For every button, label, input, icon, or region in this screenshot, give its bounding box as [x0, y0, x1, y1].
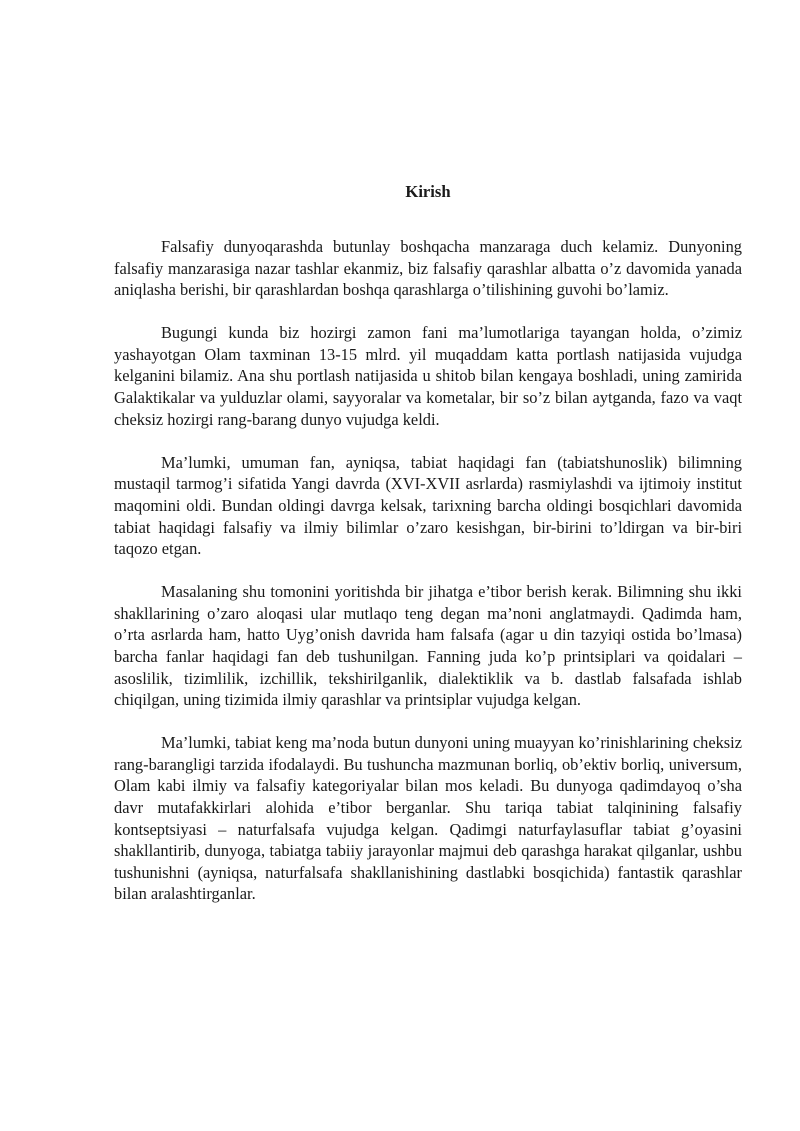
document-title: Kirish — [405, 182, 451, 201]
paragraph-5: Ma’lumki, tabiat keng ma’noda butun dunyoni uning muayyan ko’rinishlarining cheksiz rang-barangligi tarzida ifodalaydi. Bu tushuncha mazmunan borliq, ob’ektiv borliq, universum, Olam kabi ilmiy va falsafiy kategoriyalar bilan mos keladi. Bu dunyoga qadimdayoq o’sha davr mutafakkirlari alohida e’tibor berganlar. Shu tariqa tabiat talqinining falsafiy kontseptsiyasi – naturfalsafa vujudga kelgan. Qadimgi naturfaylasuflar tabiat g’oyasini shakllantirib, dunyoga, tabiatga tabiiy jarayonlar majmui deb qarashga harakat qilganlar, ushbu tushunishni (ayniqsa, naturfalsafa shakllanishining dastlabki bosqichida) fantastik qarashlar bilan aralashtirganlar. — [114, 733, 742, 904]
paragraph-2: Bugungi kunda biz hozirgi zamon fani ma’lumotlariga tayangan holda, o’zimiz yashayotgan Olam taxminan 13-15 mlrd. yil muqaddam katta portlash natijasida vujudga kelganini bilamiz. Ana shu portlash natijasida u shitob bilan kengaya boshladi, uning zamirida Galaktikalar va yulduzlar olami, sayyoralar va kometalar, bir so’z bilan aytganda, fazo va vaqt cheksiz hozirgi rang-barang dunyo vujudga keldi. — [114, 323, 742, 429]
paragraph-3: Ma’lumki, umuman fan, ayniqsa, tabiat haqidagi fan (tabiatshunoslik) bilimning mustaqil tarmog’i sifatida Yangi davrda (XVI-XVII asrlarda) rasmiylashdi va ijtimoiy institut maqomini oldi. Bundan oldingi davrga kelsak, tarixning barcha oldingi bosqichlari davomida tabiat haqidagi falsafiy va ilmiy bilimlar o’zaro kesishgan, bir-birini to’ldirgan va bir-biri taqozo etgan. — [114, 452, 742, 559]
paragraph-1: Falsafiy dunyoqarashda butunlay boshqacha manzaraga duch kelamiz. Dunyoning falsafiy manzarasiga nazar tashlar ekanmiz, biz falsafiy qarashlar albatta o’z davomida yanada aniqlasha berishi, bir qarashlardan boshqa qarashlarga o’tilishining guvohi bo’lamiz. — [114, 237, 742, 300]
paragraph-4: Masalaning shu tomonini yoritishda bir jihatga e’tibor berish kerak. Bilimning shu ikki shakllarining o’zaro aloqasi ular mutlaqo teng degan ma’noni anglatmaydi. Qadimda ham, o’rta asrlarda ham, hatto Uyg’onish davrida ham falsafa (agar u din tazyiqi ostida bo’lmasa) barcha fanlar haqidagi fan deb tushunilgan. Fanning juda ko’p printsiplari va qoidalari – asoslilik, tizimlilik, izchillik, tekshirilganlik, dialektiklik va b. dastlab falsafada ishlab chiqilgan, uning tizimida ilmiy qarashlar va printsiplar vujudga kelgan. — [114, 582, 742, 710]
document-body — [114, 180, 742, 927]
